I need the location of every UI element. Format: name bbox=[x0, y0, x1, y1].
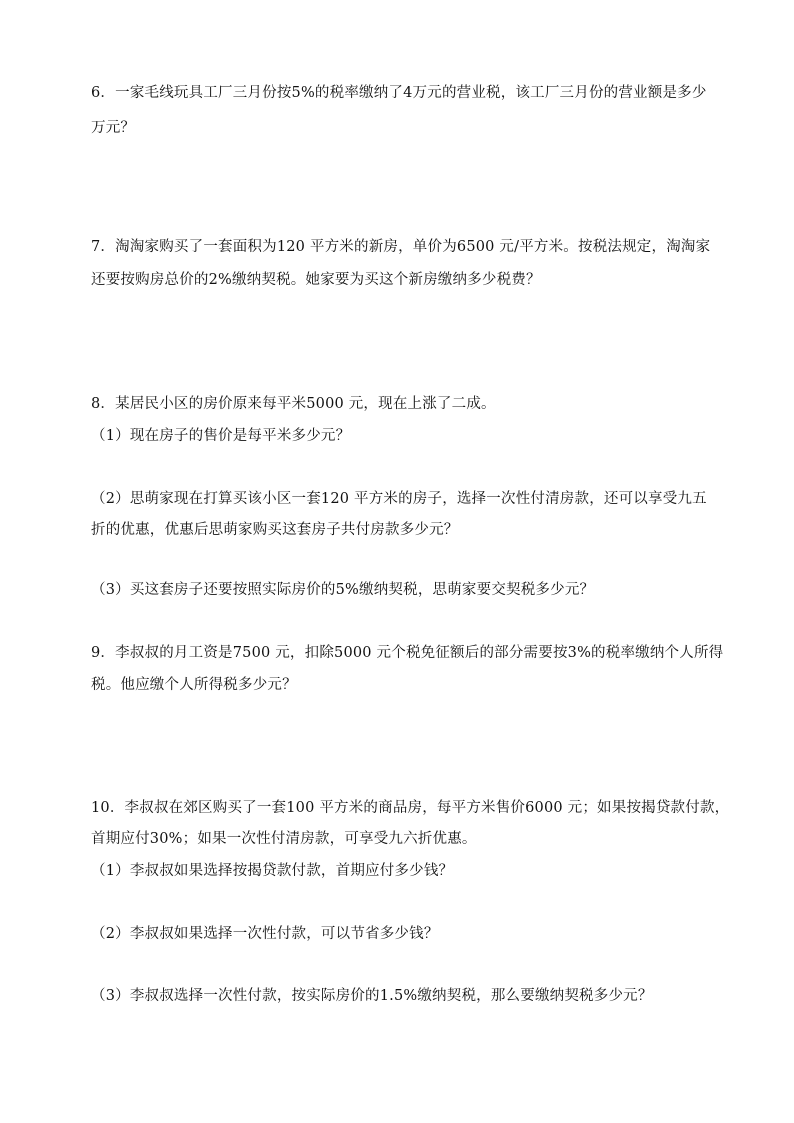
question-8-part-2-line-2: 折的优惠，优惠后思萌家购买这套房子共付房款多少元？ bbox=[91, 522, 459, 538]
question-8-line-1: 8．某居民小区的房价原来每平米5000 元，现在上涨了二成。 bbox=[91, 396, 496, 412]
question-10-part-1: （1）李叔叔如果选择按揭贷款付款，首期应付多少钱？ bbox=[91, 863, 454, 879]
question-10-line-1: 10．李叔叔在郊区购买了一套100 平方米的商品房，每平方米售价6000 元；如果按揭贷款付款， bbox=[91, 800, 730, 816]
question-9-line-2: 税。他应缴个人所得税多少元？ bbox=[91, 677, 297, 693]
question-10-part-3: （3）李叔叔选择一次性付款，按实际房价的1.5%缴纳契税，那么要缴纳契税多少元？ bbox=[91, 988, 653, 1004]
question-8-part-3: （3）买这套房子还要按照实际房价的5%缴纳契税，思萌家要交契税多少元？ bbox=[91, 582, 595, 598]
question-10-part-2: （2）李叔叔如果选择一次性付款，可以节省多少钱？ bbox=[91, 926, 439, 942]
question-8-part-1: （1）现在房子的售价是每平米多少元？ bbox=[91, 428, 351, 444]
question-10-line-2: 首期应付30%；如果一次性付清房款，可享受九六折优惠。 bbox=[91, 831, 477, 847]
question-7-line-1: 7．淘淘家购买了一套面积为120 平方米的新房，单价为6500 元/平方米。按税法规定，淘淘家 bbox=[91, 239, 711, 255]
question-9-line-1: 9．李叔叔的月工资是7500 元，扣除5000 元个税免征额后的部分需要按3%的税率缴纳个人所得 bbox=[91, 645, 724, 661]
question-6-line-1: 6．一家毛线玩具工厂三月份按5%的税率缴纳了4万元的营业税，该工厂三月份的营业额是多少 bbox=[91, 85, 707, 101]
question-8-part-2-line-1: （2）思萌家现在打算买该小区一套120 平方米的房子，选择一次性付清房款，还可以享受九五 bbox=[91, 491, 707, 507]
question-7-line-2: 还要按购房总价的2%缴纳契税。她家要为买这个新房缴纳多少税费？ bbox=[91, 272, 541, 288]
question-6-line-2: 万元？ bbox=[91, 120, 136, 136]
